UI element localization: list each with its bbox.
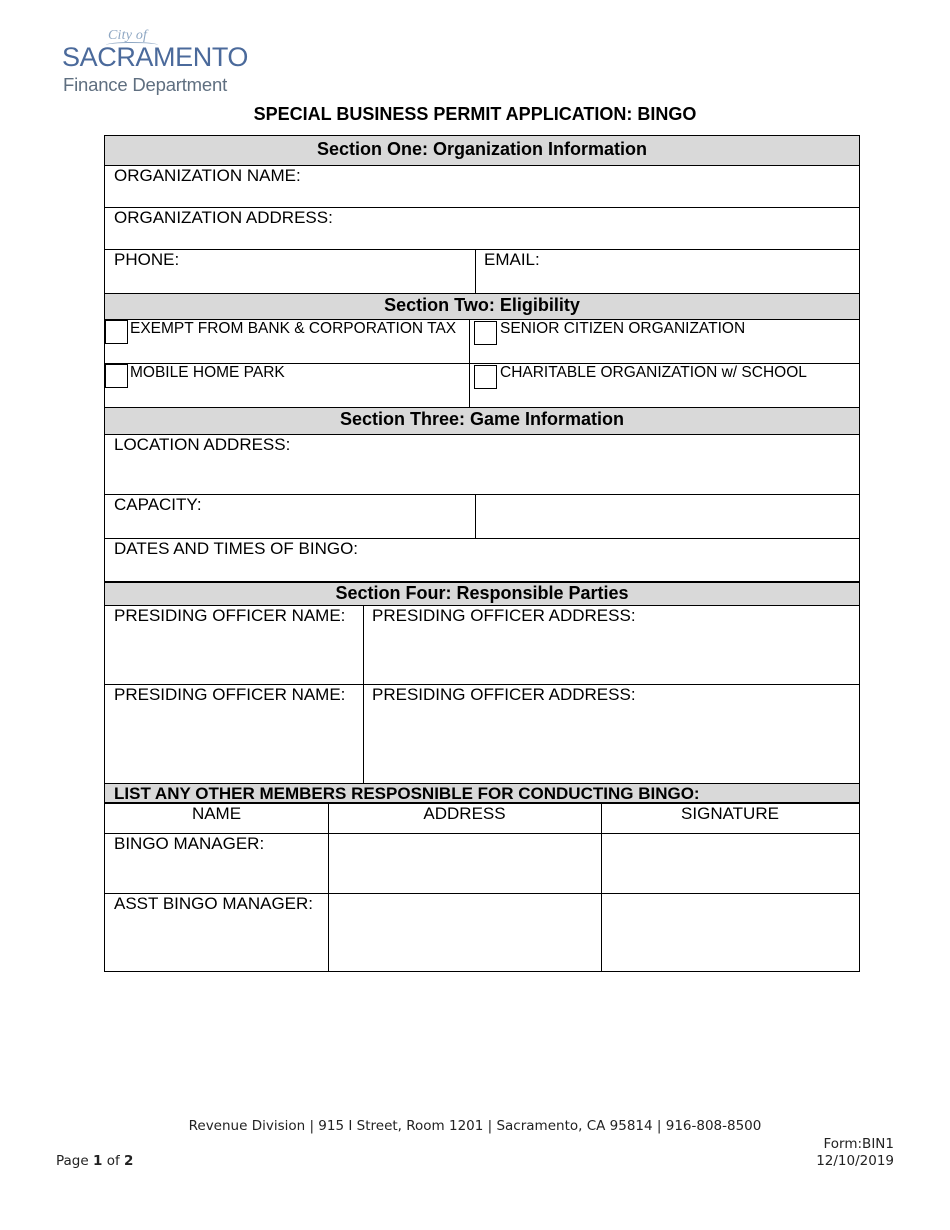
divider [475, 494, 476, 538]
page-prefix: Page [56, 1153, 89, 1169]
page-number [56, 1153, 133, 1169]
divider [105, 494, 859, 495]
logo-name: SACRAMENTO [62, 42, 249, 72]
senior-citizen-label: SENIOR CITIZEN ORGANIZATION [500, 320, 746, 337]
divider [601, 803, 602, 972]
capacity-field[interactable]: CAPACITY: [114, 495, 202, 514]
presiding-officer-address-field[interactable]: PRESIDING OFFICER ADDRESS: [372, 606, 636, 625]
charitable-org-label: CHARITABLE ORGANIZATION w/ SCHOOL [500, 364, 807, 381]
section-four-header: Section Four: Responsible Parties [105, 583, 859, 605]
senior-citizen-checkbox[interactable] [474, 321, 497, 345]
asst-bingo-manager-label: ASST BINGO MANAGER: [114, 894, 314, 913]
footer-address: Revenue Division | 915 I Street, Room 1201 | Sacramento, CA 95814 | 916-808-8500 [188, 1118, 762, 1134]
organization-address-field[interactable]: ORGANIZATION ADDRESS: [114, 208, 333, 227]
members-header: LIST ANY OTHER MEMBERS RESPOSNIBLE FOR CONDUCTING BINGO: [105, 784, 859, 803]
divider [475, 249, 476, 293]
divider [105, 249, 859, 250]
logo-department: Finance Department [63, 74, 228, 95]
page-current: 1 [92, 1153, 103, 1169]
form-identifier [816, 1136, 894, 1170]
section-two-header: Section Two: Eligibility [105, 294, 859, 319]
exempt-tax-label: EXEMPT FROM BANK & CORPORATION TAX [130, 320, 457, 337]
page-total: 2 [124, 1153, 134, 1169]
divider [328, 803, 329, 972]
presiding-officer-address-field[interactable]: PRESIDING OFFICER ADDRESS: [372, 685, 636, 704]
bingo-manager-label: BINGO MANAGER: [114, 834, 265, 853]
section-one-header: Section One: Organization Information [105, 136, 859, 165]
form-date: 12/10/2019 [816, 1153, 894, 1169]
column-header-signature: SIGNATURE [681, 804, 779, 823]
logo-city-of: City of [108, 28, 148, 43]
column-header-name: NAME [191, 804, 242, 823]
page-of: of [106, 1153, 120, 1169]
email-field[interactable]: EMAIL: [484, 250, 540, 269]
mobile-home-park-label: MOBILE HOME PARK [130, 364, 285, 381]
exempt-tax-checkbox[interactable] [105, 320, 128, 344]
section-three-header: Section Three: Game Information [105, 408, 859, 434]
presiding-officer-name-field[interactable]: PRESIDING OFFICER NAME: [114, 606, 346, 625]
form-id: Form:BIN1 [823, 1136, 894, 1152]
organization-name-field[interactable]: ORGANIZATION NAME: [114, 166, 301, 185]
form-title: SPECIAL BUSINESS PERMIT APPLICATION: BINGO [253, 104, 697, 124]
dates-times-field[interactable]: DATES AND TIMES OF BINGO: [114, 539, 359, 558]
location-address-field[interactable]: LOCATION ADDRESS: [114, 435, 291, 454]
divider [363, 605, 364, 783]
presiding-officer-name-field[interactable]: PRESIDING OFFICER NAME: [114, 685, 346, 704]
city-logo [62, 28, 249, 98]
phone-field[interactable]: PHONE: [114, 250, 180, 269]
charitable-org-checkbox[interactable] [474, 365, 497, 389]
column-header-address: ADDRESS [423, 804, 506, 823]
application-form [104, 135, 860, 972]
mobile-home-park-checkbox[interactable] [105, 364, 128, 388]
